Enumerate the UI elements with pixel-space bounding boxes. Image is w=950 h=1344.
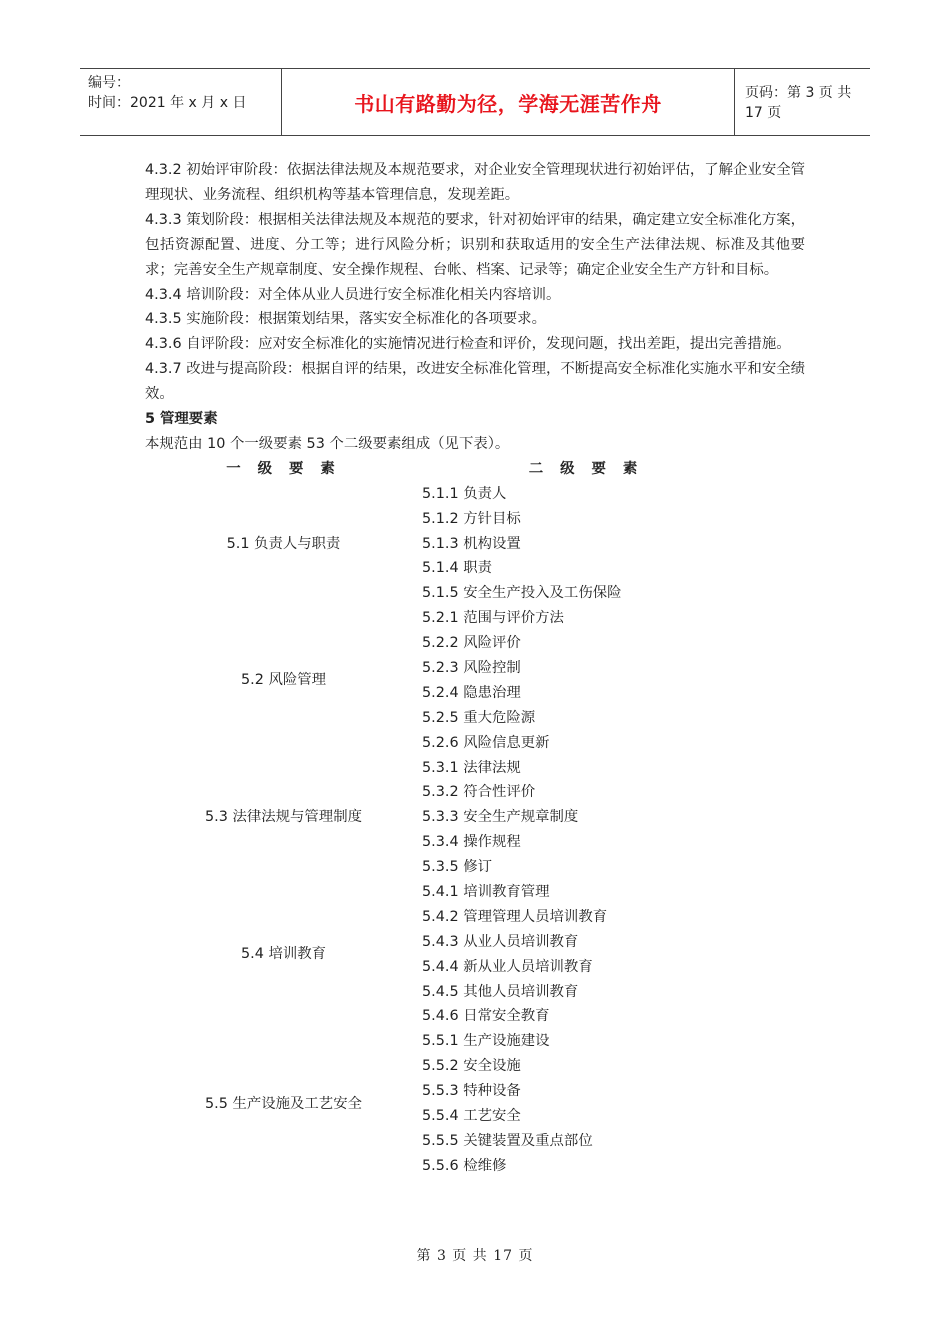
primary-element-cell: [145, 482, 422, 606]
primary-element-cell: [145, 1029, 422, 1178]
primary-element-cell: [145, 606, 422, 755]
list-item: 5.5.2 安全设施: [422, 1058, 521, 1075]
page-info: 页码：第 3 页 共 17 页: [745, 85, 852, 121]
document-body: [145, 158, 805, 1179]
list-item: 5.3.2 符合性评价: [422, 784, 536, 801]
table-group: [145, 756, 805, 880]
table-group: [145, 880, 805, 1029]
secondary-element-list: [422, 756, 805, 880]
secondary-element-list: [422, 482, 805, 606]
motto-text: 书山有路勤为径，学海无涯苦作舟: [354, 91, 662, 116]
list-item: 5.2.1 范围与评价方法: [422, 610, 564, 627]
table-header-row: [145, 457, 805, 482]
list-item: 5.4.3 从业人员培训教育: [422, 933, 579, 950]
list-item: 5.5.3 特种设备: [422, 1083, 521, 1100]
section-title: 5 管理要素: [145, 411, 218, 428]
list-item: 5.2.6 风险信息更新: [422, 734, 550, 751]
header-motto-cell: [282, 69, 735, 135]
paragraph-4-3-2: 4.3.2 初始评审阶段：依据法律法规及本规范要求，对企业安全管理现状进行初始评估，了解企业安全管理现状、业务流程、组织机构等基本管理信息，发现差距。: [145, 162, 805, 203]
primary-element-label: 5.4 培训教育: [240, 946, 327, 963]
list-item: 5.1.5 安全生产投入及工伤保险: [422, 585, 622, 602]
list-item: 5.1.1 负责人: [422, 485, 507, 502]
list-item: 5.2.4 隐患治理: [422, 684, 521, 701]
primary-element-label: 5.5 生产设施及工艺安全: [205, 1095, 362, 1112]
paragraph-4-3-4: 4.3.4 培训阶段：对全体从业人员进行安全标准化相关内容培训。: [145, 286, 561, 303]
list-item: 5.4.2 管理管理人员培训教育: [422, 908, 608, 925]
list-item: 5.1.3 机构设置: [422, 535, 521, 552]
header-left-cell: [80, 69, 282, 135]
table-group: [145, 606, 805, 755]
list-item: 5.2.5 重大危险源: [422, 709, 536, 726]
elements-table: [145, 457, 805, 1179]
page-footer: 第 3 页 共 17 页: [416, 1248, 534, 1264]
secondary-element-list: [422, 606, 805, 755]
primary-element-label: 5.3 法律法规与管理制度: [205, 809, 362, 826]
primary-element-cell: [145, 880, 422, 1029]
list-item: 5.1.4 职责: [422, 560, 492, 577]
secondary-element-list: [422, 880, 805, 1029]
list-item: 5.5.4 工艺安全: [422, 1108, 521, 1125]
header-page-cell: [735, 69, 870, 135]
paragraph-4-3-3: 4.3.3 策划阶段：根据相关法律法规及本规范的要求，针对初始评审的结果，确定建立安全标准化方案，包括资源配置、进度、分工等；进行风险分析；识别和获取适用的安全生产法律法规、标准及其他要求；完善安全生产规章制度、安全操作规程、台帐、档案、记录等；确定企业安全生产方针和目标。: [145, 211, 805, 278]
primary-element-label: 5.2 风险管理: [240, 672, 327, 689]
list-item: 5.4.5 其他人员培训教育: [422, 983, 579, 1000]
table-group: [145, 482, 805, 606]
list-item: 5.1.2 方针目标: [422, 510, 521, 527]
primary-element-cell: [145, 756, 422, 880]
table-group: [145, 1029, 805, 1178]
list-item: 5.2.2 风险评价: [422, 635, 521, 652]
list-item: 5.4.4 新从业人员培训教育: [422, 958, 593, 975]
list-item: 5.2.3 风险控制: [422, 660, 521, 676]
col2-header: 二 级 要 素: [528, 460, 644, 477]
list-item: 5.3.5 修订: [422, 859, 492, 876]
list-item: 5.5.5 关键装置及重点部位: [422, 1132, 593, 1149]
table-groups: [145, 482, 805, 1179]
date-label: 时间：2021 年 x 月 x 日: [88, 95, 247, 111]
doc-number-label: 编号：: [88, 75, 130, 91]
paragraph-4-3-5: 4.3.5 实施阶段：根据策划结果，落实安全标准化的各项要求。: [145, 311, 546, 328]
secondary-element-list: [422, 1029, 805, 1178]
col1-header: 一 级 要 素: [226, 460, 341, 477]
list-item: 5.3.4 操作规程: [422, 834, 521, 851]
list-item: 5.5.6 检维修: [422, 1157, 507, 1174]
page-header: [80, 68, 870, 136]
list-item: 5.4.6 日常安全教育: [422, 1008, 550, 1025]
list-item: 5.4.1 培训教育管理: [422, 884, 550, 901]
section-intro: 本规范由 10 个一级要素 53 个二级要素组成（见下表）。: [145, 435, 510, 452]
primary-element-label: 5.1 负责人与职责: [226, 535, 341, 552]
paragraph-4-3-7: 4.3.7 改进与提高阶段：根据自评的结果，改进安全标准化管理，不断提高安全标准化实施水平和安全绩效。: [145, 361, 805, 403]
list-item: 5.3.3 安全生产规章制度: [422, 809, 579, 826]
list-item: 5.5.1 生产设施建设: [422, 1033, 550, 1050]
paragraph-4-3-6: 4.3.6 自评阶段：应对安全标准化的实施情况进行检查和评价，发现问题，找出差距，提出完善措施。: [145, 336, 791, 353]
list-item: 5.3.1 法律法规: [422, 759, 521, 776]
